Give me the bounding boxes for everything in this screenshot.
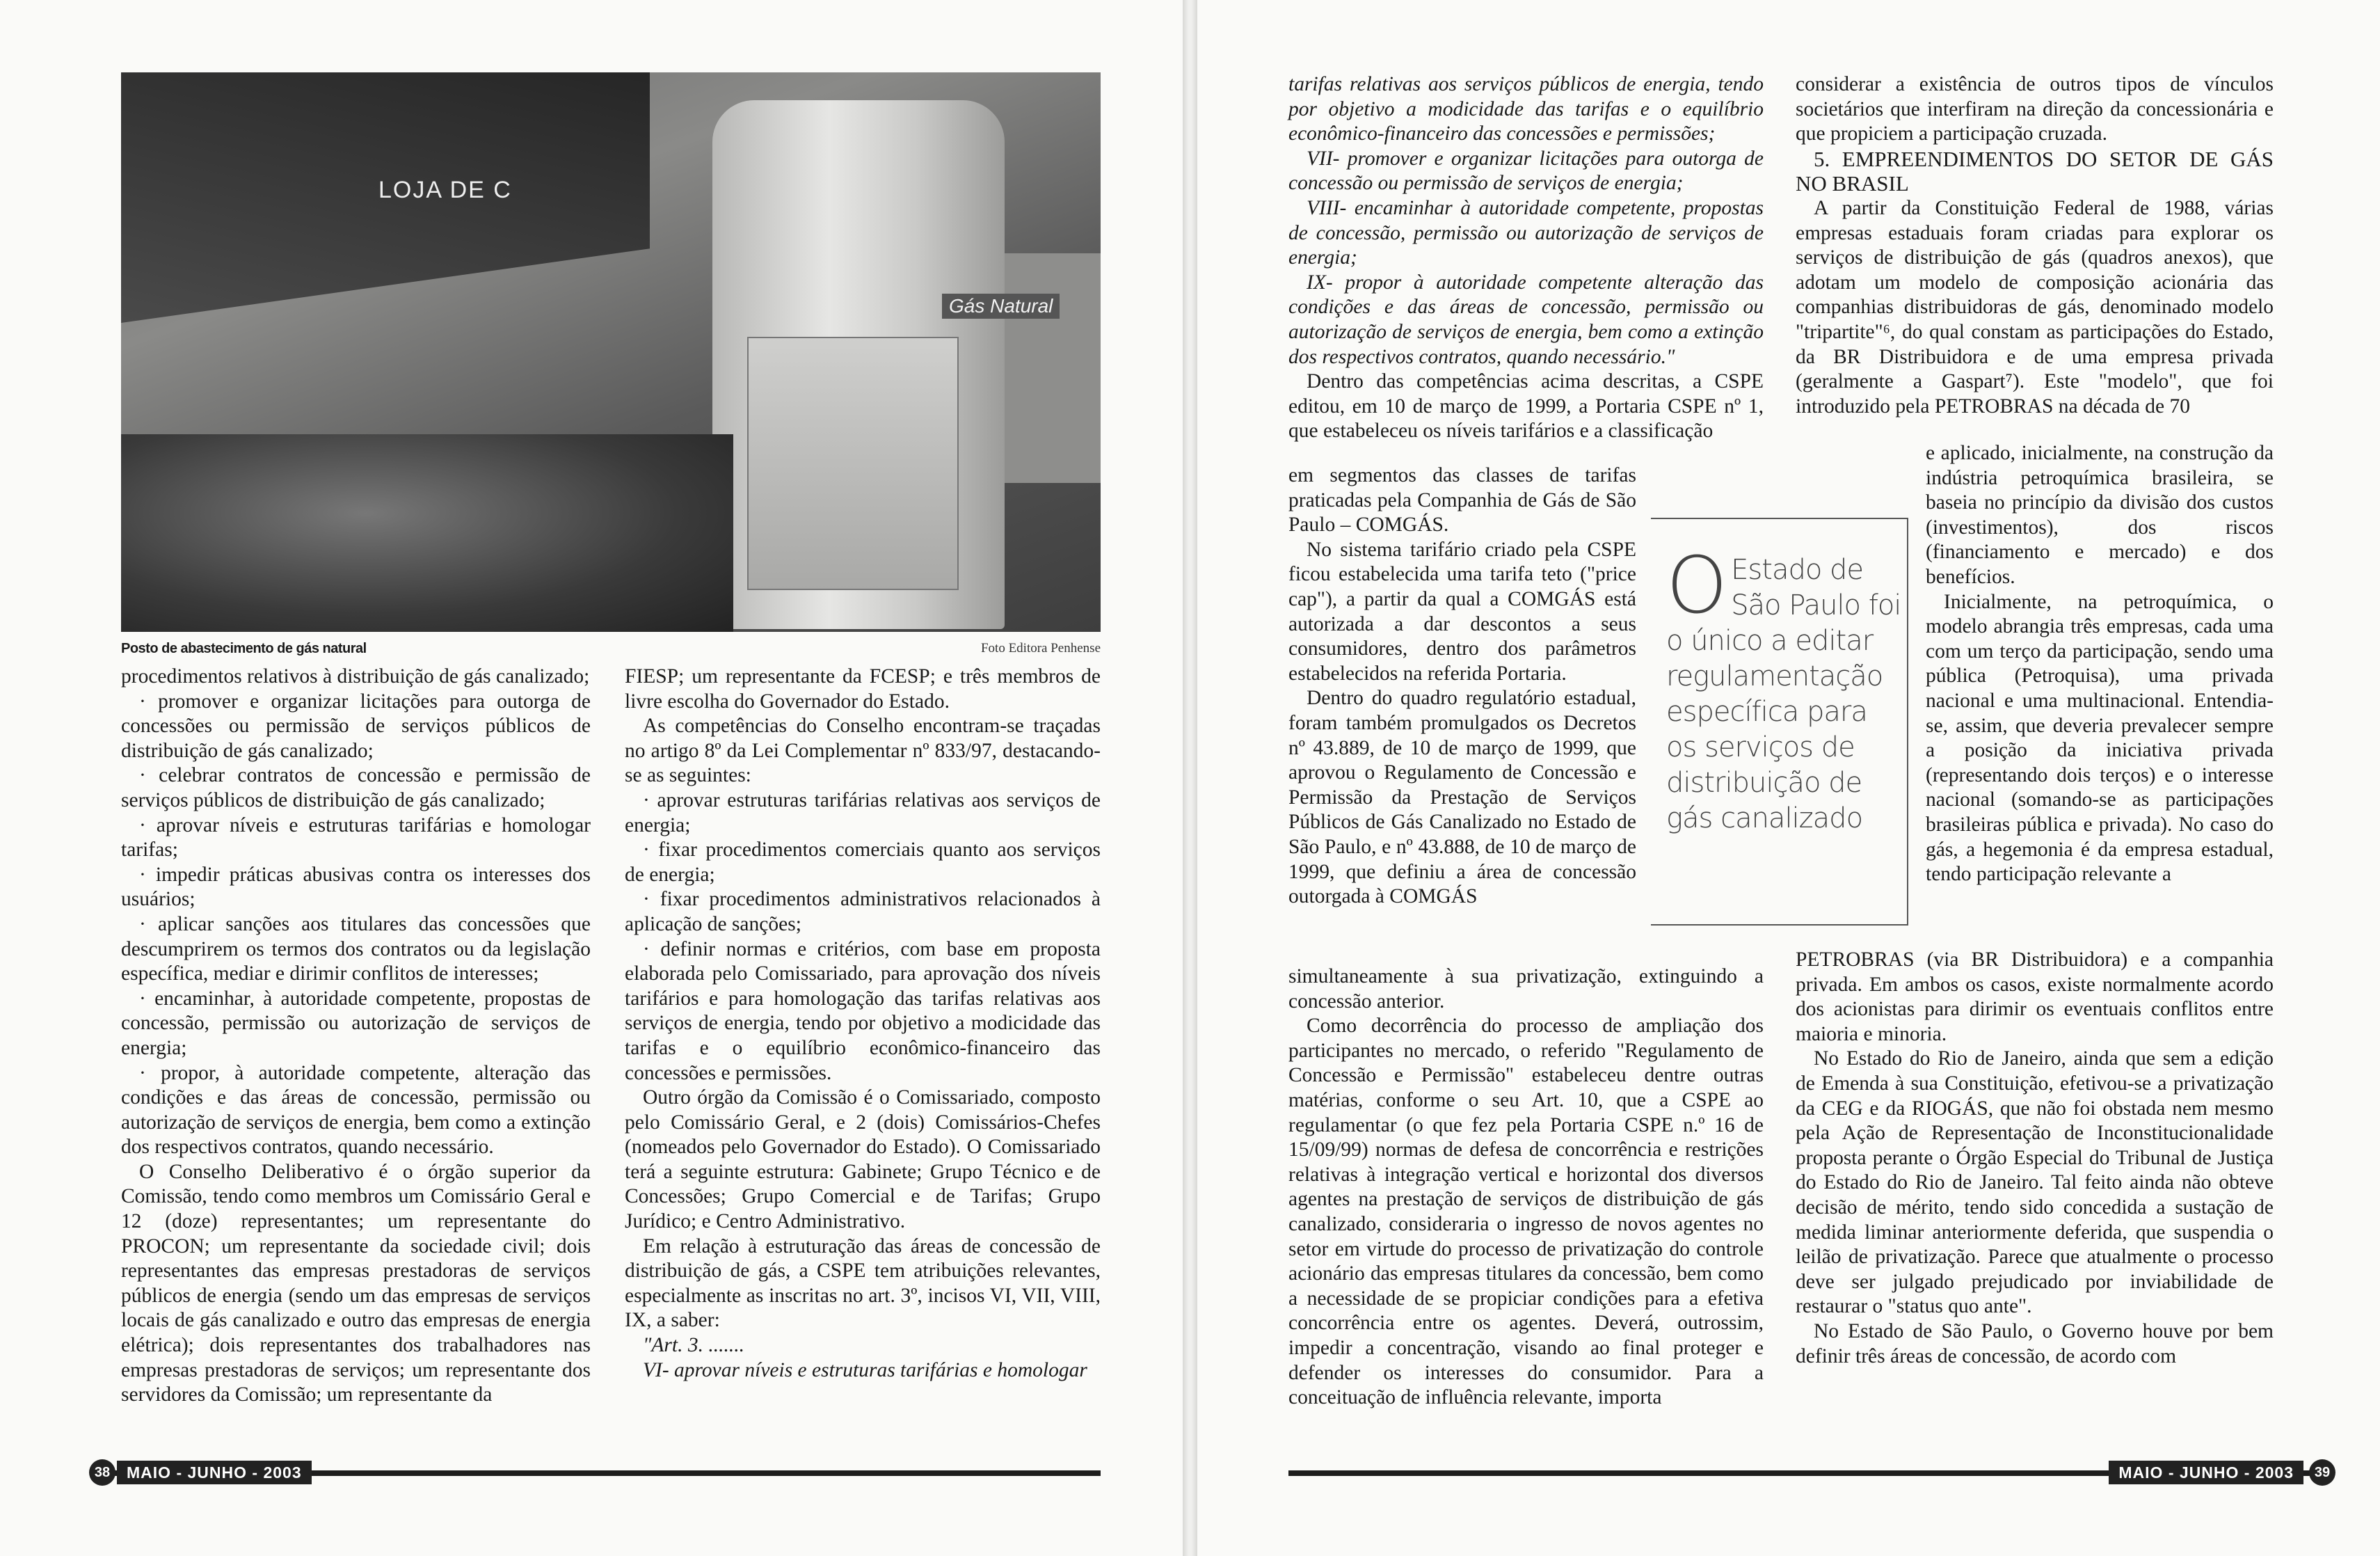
paragraph: · promover e organizar licitações para outorga de concessões ou permissão de serviços públicos de distribuição de gás canalizado; bbox=[121, 690, 591, 762]
pump-label: Gás Natural bbox=[942, 294, 1060, 319]
paragraph: Dentro das competências acima descritas, a CSPE editou, em 10 de março de 1999, a Portaria CSPE nº 1, que estabeleceu os níveis tarifários e a classificação bbox=[1288, 370, 1764, 443]
paragraph: Em relação à estruturação das áreas de concessão de distribuição de gás, a CSPE tem atribuições relevantes, especialmente as inscritas no art. 3º, incisos VI, VII, VIII, IX, a saber: bbox=[625, 1235, 1101, 1332]
paragraph: As competências do Conselho encontram-se traçadas no artigo 8º da Lei Complementar nº 833/97, destacando-se as seguintes: bbox=[625, 715, 1101, 787]
right-column-2-top bbox=[1796, 72, 2274, 419]
gas-pump-panel bbox=[747, 337, 959, 590]
paragraph: simultaneamente à sua privatização, extinguindo a concessão anterior. bbox=[1288, 965, 1764, 1013]
pull-quote-rule bbox=[1651, 924, 1908, 926]
left-page bbox=[0, 0, 1183, 1556]
paragraph: IX- propor à autoridade competente alteração das condições e das áreas de concessão, permissão ou autorização de serviços de energia, bem como a extinção dos respectivos contratos, quando necessário." bbox=[1288, 271, 1764, 368]
paragraph: · definir normas e critérios, com base em proposta elaborada pelo Comissariado, para aprovação dos níveis tarifários e para homologação das tarifas relativas aos serviços de energia, tendo por objetivo a modicidade das tarifas e o equilíbrio econômico-financeiro das concessões e permissões. bbox=[625, 937, 1101, 1084]
left-column-1 bbox=[121, 665, 591, 1408]
right-page bbox=[1197, 0, 2380, 1556]
store-sign: LOJA DE C bbox=[378, 177, 512, 203]
paragraph: A partir da Constituição Federal de 1988, várias empresas estaduais foram criadas para explorar os serviços de distribuição de gás (quadros anexos), que adotam um modelo de composição acionária das companhias distribuidoras de gás, denominado modelo "tripartite"⁶, do qual constam as participações do Estado, da BR Distribuidora e de uma empresa privada (geralmente a Gaspart⁷). Este "modelo", que foi introduzido pela PETROBRAS na década de 70 bbox=[1796, 196, 2274, 418]
paragraph: No Estado de São Paulo, o Governo houve por bem definir três áreas de concessão, de acordo com bbox=[1796, 1319, 2274, 1367]
paragraph: considerar a existência de outros tipos de vínculos societários que interfiram na direção da concessionária e que propiciem a participação cruzada. bbox=[1796, 73, 2274, 145]
page-number: 38 bbox=[89, 1459, 115, 1486]
right-column-1-top bbox=[1288, 72, 1764, 444]
paragraph: · fixar procedimentos administrativos relacionados à aplicação de sanções; bbox=[625, 888, 1101, 935]
right-column-2-narrow bbox=[1926, 441, 2274, 887]
pull-quote-rule bbox=[1907, 518, 1908, 926]
right-column-1-narrow bbox=[1288, 463, 1636, 910]
engine-shape bbox=[121, 434, 733, 632]
paragraph: VIII- encaminhar à autoridade competente, propostas de concessão, permissão ou autorização de serviços de energia; bbox=[1288, 196, 1764, 269]
paragraph: VII- promover e organizar licitações para outorga de concessão ou permissão de serviços de energia; bbox=[1288, 147, 1764, 195]
page-number: 39 bbox=[2309, 1459, 2335, 1486]
paragraph: procedimentos relativos à distribuição de gás canalizado; bbox=[121, 665, 590, 688]
paragraph: No sistema tarifário criado pela CSPE ficou estabelecida uma tarifa teto ("price cap"), a partir da qual a COMGÁS está autorizada a dar descontos a seus consumidores, dentro dos parâmetros estabelecidos na referida Portaria. bbox=[1288, 538, 1636, 685]
right-column-1-bottom bbox=[1288, 964, 1764, 1411]
paragraph: e aplicado, inicialmente, na construção da indústria petroquímica brasileira, se baseia no princípio da divisão dos custos (investimentos), dos riscos (financiamento e mercado) e dos benefícios. bbox=[1926, 442, 2274, 588]
paragraph: Outro órgão da Comissão é o Comissariado, composto pelo Comissário Geral, e 2 (dois) Comissários-Chefes (nomeados pelo Governador do Estado). O Comissariado terá a seguinte estrutura: Gabinete; Grupo Técnico e de Concessões; Grupo Comercial e de Tarifas; Grupo Jurídico; e Centro Administrativo. bbox=[625, 1086, 1101, 1233]
issue-label: MAIO - JUNHO - 2003 bbox=[117, 1461, 312, 1484]
right-column-2-bottom bbox=[1796, 948, 2274, 1369]
pull-quote-text bbox=[1666, 541, 1903, 836]
issue-label: MAIO - JUNHO - 2003 bbox=[2109, 1461, 2303, 1484]
paragraph: Dentro do quadro regulatório estadual, foram também promulgados os Decretos nº 43.889, de 10 de março de 1999, que aprovou o Regulamento de Concessão e Permissão da Prestação de Serviços Públicos de Gás Canalizado no Estado de São Paulo, e nº 43.888, de 10 de março de 1999, que definiu a área de concessão outorgada à COMGÁS bbox=[1288, 687, 1636, 908]
paragraph: FIESP; um representante da FCESP; e três membros de livre escolha do Governador do Estado. bbox=[625, 665, 1101, 713]
paragraph: O Conselho Deliberativo é o órgão superior da Comissão, tendo como membros um Comissário Geral e 12 (doze) representantes; um representante do PROCON; um representante da sociedade civil; dois representantes das empresas prestadoras de serviços públicos de energia (sendo um das empresas de serviços locais de gás canalizado e outro das empresas de energia elétrica); dois representantes dos trabalhadores nas empresas prestadoras de serviços; um representante dos servidores da Comissão; um representante da bbox=[121, 1160, 591, 1406]
paragraph: · propor, à autoridade competente, alteração das condições e das áreas de concessão, permissão ou autorização de serviços de energia, bem como a extinção dos respectivos contratos, quando necessário. bbox=[121, 1061, 591, 1159]
pull-quote-dropcap: O bbox=[1666, 541, 1727, 631]
paragraph: · fixar procedimentos comerciais quanto aos serviços de energia; bbox=[625, 839, 1101, 886]
paragraph: No Estado do Rio de Janeiro, ainda que sem a edição de Emenda à sua Constituição, efetivou-se a privatização da CEG e da RIOGÁS, que não foi obstada nem mesmo pela Ação de Representação de Inconstitucionalidade proposta perante o Órgão Especial do Tribunal de Justiça do Estado do Rio de Janeiro. Tal feito ainda não obteve decisão de mérito, tendo sido concedida a sustação de medida liminar anteriormente deferida, que suspendia o leilão de privatização. Parece que atualmente o processo deve ser julgado prejudicado por inviabilidade de restaurar o "status quo ante". bbox=[1796, 1047, 2274, 1318]
paragraph: · aplicar sanções aos titulares das concessões que descumprirem os termos dos contratos ou da legislação específica, mediar e dirimir conflitos de interesses; bbox=[121, 912, 591, 985]
paragraph: · encaminhar, à autoridade competente, propostas de concessão, permissão ou autorização de serviços de energia; bbox=[121, 987, 591, 1059]
gas-station-photo bbox=[121, 72, 1101, 632]
paragraph: · aprovar níveis e estruturas tarifárias e homologar tarifas; bbox=[121, 813, 591, 862]
paragraph: em segmentos das classes de tarifas praticadas pela Companhia de Gás de São Paulo – COMGÁS. bbox=[1288, 464, 1636, 537]
paragraph: Inicialmente, na petroquímica, o modelo abrangia três empresas, cada uma com um terço da participação, sendo uma pública (Petroquisa), uma privada nacional e uma multinacional. Entendia-se, assim, que deveria prevalecer sempre a posição da iniciativa privada (representando dois terços) e o interesse nacional (somando-se as participações brasileiras pública e privada). No caso do gás, a hegemonia é da empresa estadual, tendo participação relevante a bbox=[1926, 590, 2274, 886]
paragraph: Como decorrência do processo de ampliação dos participantes no mercado, o referido "Regulamento de Concessão e Permissão" estabeleceu dentre outras matérias, conforme o seu Art. 10, que a CSPE ao regulamentar (o que fez pela Portaria CSPE n.º 16 de 15/09/99) normas de defesa de concorrência e restrições relativas à integração vertical e horizontal dos diversos agentes na prestação de serviços de distribuição de gás canalizado, consideraria o ingresso de novos agentes no setor em virtude do processo de privatização do controle acionário das empresas titulares da concessão, bem como a necessidade de se propiciar condições para a efetiva concorrência entre os agentes. Deverá, outrossim, impedir a concentração, visando ao final proteger e defender os interesses do consumidor. Para a conceituação de influência relevante, importa bbox=[1288, 1015, 1764, 1409]
pull-quote-body: Estado de São Paulo foi o único a editar regulamentação específica para os serviços de distribuição de gás canalizado bbox=[1666, 554, 1901, 834]
paragraph: VI- aprovar níveis e estruturas tarifárias e homologar bbox=[643, 1358, 1087, 1381]
section-heading: 5. EMPREENDIMENTOS DO SETOR DE GÁS NO BRASIL bbox=[1796, 146, 2274, 196]
left-column-2 bbox=[625, 665, 1101, 1383]
paragraph: "Art. 3. ....... bbox=[643, 1334, 744, 1357]
paragraph: · impedir práticas abusivas contra os interesses dos usuários; bbox=[121, 863, 591, 911]
pull-quote-rule bbox=[1651, 518, 1908, 519]
right-footer bbox=[1288, 1461, 2335, 1484]
paragraph: · celebrar contratos de concessão e permissão de serviços públicos de distribuição de gás canalizado; bbox=[121, 764, 591, 811]
pull-quote bbox=[1651, 518, 1908, 926]
left-footer bbox=[89, 1461, 1101, 1484]
paragraph: PETROBRAS (via BR Distribuidora) e a companhia privada. Em ambos os casos, existe normalmente acordo dos acionistas para dirimir os eventuais conflitos entre maioria e minoria. bbox=[1796, 948, 2274, 1045]
paragraph: tarifas relativas aos serviços públicos de energia, tendo por objetivo a modicidade das tarifas e o equilíbrio econômico-financeiro das concessões e permissões; bbox=[1288, 73, 1764, 145]
spine-gutter bbox=[1183, 0, 1197, 1556]
photo-credit: Foto Editora Penhense bbox=[980, 641, 1101, 656]
photo-caption: Posto de abastecimento de gás natural bbox=[121, 641, 367, 656]
paragraph: · aprovar estruturas tarifárias relativas aos serviços de energia; bbox=[625, 788, 1101, 836]
